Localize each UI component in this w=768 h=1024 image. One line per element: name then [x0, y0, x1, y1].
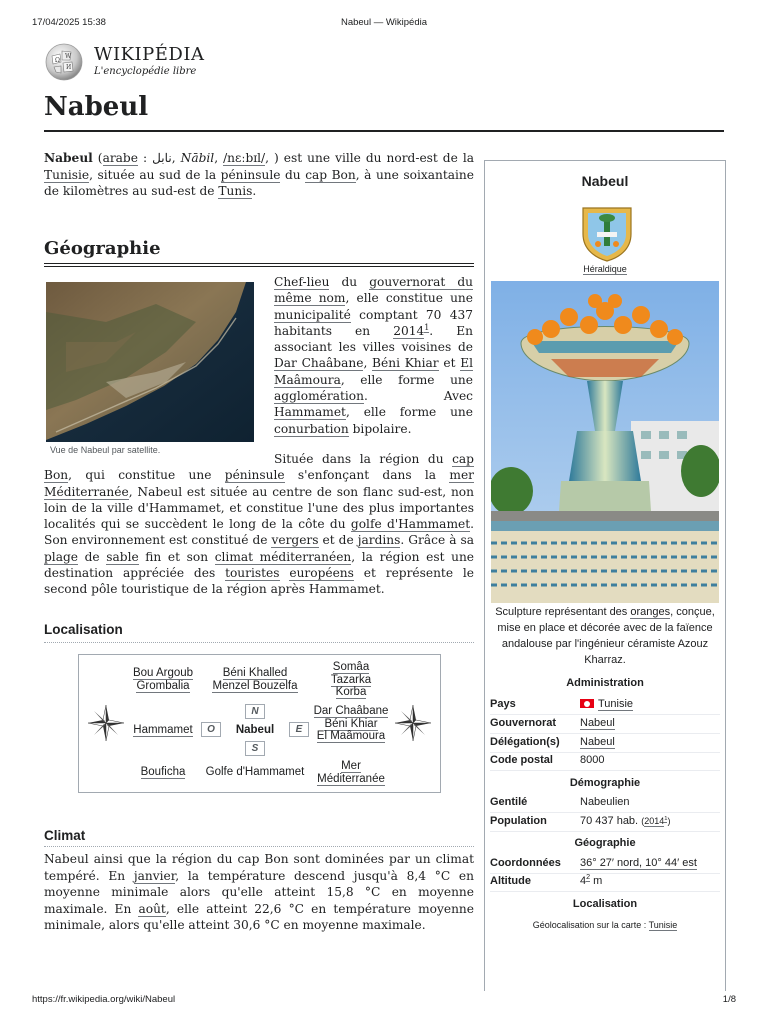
heading-geographie: Géographie [44, 238, 161, 259]
climat-paragraph: Nabeul ainsi que la région du cap Bon sont dominées par un climat tempéré. En janvier, la température descend jusqu'à 8,4 °C en moyenne minimale alors qu'elle atteint 15,8 °C en moyenne maximale. En août, elle atteint 22,6 °C en température moyenne minimale, alors qu'elle atteint 30,6 °C en moyenne maximale. [44, 852, 474, 932]
infobox-row-coordonnees: Coordonnées 36° 27′ nord, 10° 44′ est [490, 857, 720, 874]
footnote-ref[interactable]: 1 [664, 816, 668, 822]
thumbnail-caption: Vue de Nabeul par satellite. [50, 445, 161, 455]
link-europeens[interactable]: européens [289, 566, 354, 581]
neighbors-table [78, 654, 441, 793]
wikipedia-globe-icon [44, 42, 84, 82]
compass-rose-icon [86, 703, 126, 743]
direction-west: O [201, 722, 221, 737]
link-peninsule-2[interactable]: péninsule [224, 468, 285, 483]
svg-text:Ω: Ω [55, 57, 60, 64]
arabic-name: نابل [152, 151, 172, 165]
photo-caption: Sculpture représentant des oranges, conçue, mise en place et décorée avec de la faïence andalouse par l'ingénieur céramiste Azouz Kharraz. [495, 606, 715, 666]
infobox-row-code-postal: Code postal 8000 [490, 754, 720, 771]
link-hammamet[interactable]: Hammamet [274, 405, 346, 420]
link-tunis[interactable]: Tunis [218, 184, 253, 198]
link-2014[interactable]: 2014 [393, 323, 425, 338]
print-doc-title: Nabeul — Wikipédia [340, 17, 428, 28]
link-climat-mediterraneen[interactable]: climat méditerranéen [214, 549, 352, 564]
link-jardins[interactable]: jardins [357, 533, 401, 548]
link-mer-mediterranee[interactable]: mer Méditerranée [44, 468, 474, 499]
link-grombalia[interactable]: Grombalia [136, 679, 190, 692]
link-bouficha[interactable]: Bouficha [140, 766, 186, 778]
svg-text:W: W [65, 53, 72, 60]
link-el-maamoura-2[interactable]: El Maâmoura [316, 730, 386, 742]
heading-divider [44, 642, 474, 643]
neighbor-north [203, 667, 307, 692]
geo-paragraph-1: Chef-lieu du gouvernorat du même nom, elle constitue une municipalité comptant 70 437 habitants en 2014$^1$. En associant les villes voisines de Dar Chaâbane, Béni Khiar et El Maâmoura, elle forme une agglomération. Avec Hammamet, elle forme une conurbation bipolaire. [274, 275, 474, 436]
link-touristes[interactable]: touristes [225, 566, 280, 581]
geo-paragraph-2: Située dans la région du cap Bon, qui constitue une péninsule s'enfonçant dans la mer Méditerranée, Nabeul est située au centre de son flanc sud-est, non loin de la ville d'Hammamet, et constitue l'une des plus importantes localités qui se succèdent le long de la côte du golfe d'Hammamet. Son environnement est constitué de vergers et de jardins. Grâce à sa plage de sable fin et son climat méditerranéen, la région est une destination appréciée des touristes européens et représente le second pôle touristique de la région après Hammamet. [44, 452, 475, 597]
link-el-maamoura[interactable]: El Maâmoura [274, 356, 474, 387]
link-gouvernorat-nabeul[interactable]: Nabeul [580, 717, 615, 729]
infobox-row-delegation: Délégation(s) Nabeul [490, 736, 720, 753]
print-footer [32, 994, 736, 1008]
print-header [32, 17, 736, 31]
footnote-ref[interactable]: 2 [586, 873, 591, 882]
link-delegation-nabeul[interactable]: Nabeul [580, 736, 615, 748]
link-geoloc-tunisie[interactable]: Tunisie [648, 920, 678, 930]
title-divider [44, 130, 724, 132]
link-bou-argoub[interactable]: Bou Argoub [132, 667, 194, 679]
link-menzel-bouzelfa[interactable]: Menzel Bouzelfa [212, 679, 298, 692]
link-vergers[interactable]: vergers [271, 533, 319, 548]
neighbor-northeast [311, 661, 391, 699]
link-plage[interactable]: plage [44, 549, 78, 564]
link-pays-tunisie[interactable]: Tunisie [598, 698, 634, 710]
link-golfe-hammamet[interactable]: golfe d'Hammamet [350, 517, 471, 532]
link-gouvernorat[interactable]: gouvernorat du même nom [274, 275, 473, 306]
center-city: Nabeul [235, 724, 275, 736]
intro-subject: Nabeul [44, 151, 93, 165]
heading-divider [44, 846, 474, 847]
link-agglomeration[interactable]: agglomération [274, 389, 364, 404]
link-korba[interactable]: Korba [335, 686, 367, 698]
compass-rose-icon [393, 703, 433, 743]
print-datetime: 17/04/2025 15:38 [32, 17, 106, 28]
infobox [484, 160, 726, 991]
direction-east: E [289, 722, 309, 737]
satellite-thumbnail[interactable] [46, 282, 254, 442]
link-pop-year[interactable]: 2014 [644, 816, 665, 826]
link-dar-chaabane[interactable]: Dar Chaâbane [274, 356, 364, 371]
neighbor-west [127, 724, 199, 737]
link-tunisie[interactable]: Tunisie [44, 167, 90, 182]
neighbor-northwest [123, 667, 203, 692]
infobox-row-gentile: Gentilé Nabeulien [490, 796, 720, 813]
infobox-row-gouvernorat: Gouvernorat Nabeul [490, 717, 720, 734]
heading-divider [44, 266, 474, 267]
intro-section [44, 150, 474, 200]
link-sable[interactable]: sable [106, 549, 139, 564]
heading-climat: Climat [44, 828, 86, 843]
section-geographie: Géographie [574, 837, 636, 849]
neighbor-east [311, 705, 391, 743]
heraldique-link[interactable]: Héraldique [583, 264, 627, 274]
neighbor-southwest [123, 766, 203, 779]
link-arabe[interactable]: arabe [102, 151, 138, 165]
footnote-ref[interactable]: 1 [424, 322, 430, 332]
link-somaa[interactable]: Somâa [332, 661, 370, 673]
heading-divider [44, 263, 474, 264]
section-demographie: Démographie [569, 777, 641, 789]
svg-text:И: И [66, 64, 72, 71]
link-peninsule[interactable]: péninsule [220, 167, 281, 182]
geolocation-label: Géolocalisation sur la carte : Tunisie [532, 920, 678, 930]
sculpture-photo[interactable] [491, 281, 719, 603]
link-beni-khiar-2[interactable]: Béni Khiar [324, 717, 378, 730]
direction-north: N [245, 704, 265, 719]
print-page-number: 1/8 [722, 994, 736, 1005]
link-hammamet-2[interactable]: Hammamet [133, 724, 193, 736]
print-url: https://fr.wikipedia.org/wiki/Nabeul [32, 994, 176, 1005]
link-mer-mediterranee-2[interactable]: Mer Méditerranée [317, 760, 385, 785]
link-tazarka[interactable]: Tazarka [330, 673, 372, 686]
direction-south: S [245, 741, 265, 756]
intro-paragraph: Nabeul (arabe : نابل, Nābil, /nɛːbɪl/, ) est une ville du nord-est de la Tunisie, située au sud de la péninsule du cap Bon, à une soixantaine de kilomètres au sud-est de Tunis. [44, 151, 474, 198]
infobox-title: Nabeul [581, 173, 629, 189]
link-dar-chaabane-2[interactable]: Dar Chaâbane [313, 705, 389, 717]
infobox-row-population: Population 70 437 hab. (2014$^1$) [490, 815, 720, 832]
wikipedia-logo[interactable] [44, 42, 244, 82]
section-localisation: Localisation [572, 898, 638, 910]
neighbor-southeast [311, 760, 391, 785]
link-conurbation[interactable]: conurbation [274, 421, 349, 436]
infobox-row-pays: Pays Tunisie [490, 698, 720, 715]
link-coordinates[interactable]: 36° 27′ nord, 10° 44′ est [580, 857, 697, 869]
section-administration: Administration [566, 677, 644, 689]
link-janvier[interactable]: janvier [133, 868, 176, 883]
page-title: Nabeul [44, 92, 149, 122]
heading-localisation: Localisation [44, 622, 123, 637]
transliteration: Nābil [180, 151, 215, 165]
coat-of-arms-icon[interactable] [580, 204, 634, 262]
link-aout[interactable]: août [138, 901, 166, 916]
ipa-link[interactable]: /nɛːbɪl/ [223, 151, 266, 165]
tunisia-flag-icon [580, 699, 594, 708]
link-municipalite[interactable]: municipalité [274, 307, 351, 322]
link-cap-bon[interactable]: cap Bon [305, 167, 356, 182]
link-cap-bon-2[interactable]: cap Bon [44, 452, 474, 483]
link-chef-lieu[interactable]: Chef-lieu [274, 275, 330, 289]
link-beni-khalled[interactable]: Béni Khalled [222, 667, 288, 679]
link-oranges[interactable]: oranges [630, 606, 671, 618]
link-beni-khiar[interactable]: Béni Khiar [372, 356, 439, 371]
wikipedia-wordmark: WIKIPÉDIA [94, 44, 205, 65]
wikipedia-tagline: L'encyclopédie libre [94, 66, 197, 77]
infobox-row-altitude: Altitude $4^2$ m [490, 875, 720, 892]
neighbor-south: Golfe d'Hammamet [205, 766, 305, 778]
